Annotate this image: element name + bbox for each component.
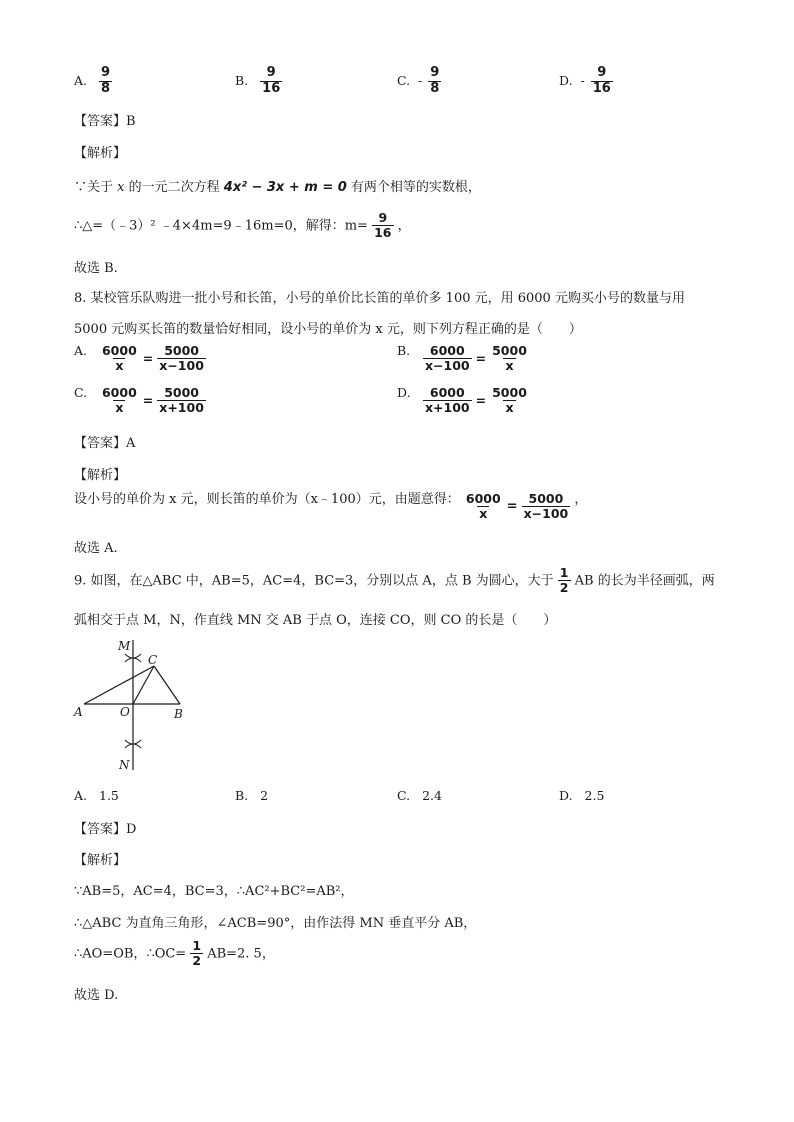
numerator: 9 <box>430 65 440 80</box>
option-letter: C. <box>397 72 411 88</box>
option-letter: B. <box>397 343 411 358</box>
numerator: 5000 <box>164 385 199 400</box>
q9-answer: 【答案】D <box>74 822 137 837</box>
fraction <box>490 386 529 416</box>
option-letter: A. <box>74 343 88 358</box>
numerator: 6000 <box>101 385 137 400</box>
numerator: 9 <box>597 65 607 80</box>
option-letter: A. <box>74 788 88 803</box>
text: AB=2. 5， <box>207 946 275 962</box>
fraction <box>464 492 503 522</box>
denominator: x−100 <box>159 358 204 374</box>
option-letter: A. <box>74 72 88 88</box>
q7-answer: 【答案】B <box>74 114 136 129</box>
numerator: 5000 <box>164 343 199 358</box>
q8-option-a <box>74 343 206 374</box>
label-c: C <box>148 653 158 667</box>
minus-sign: - <box>580 72 585 88</box>
minus-sign: - <box>418 72 423 88</box>
variable: x <box>117 180 125 195</box>
q8-option-c <box>74 385 206 416</box>
denominator: 2 <box>559 580 569 596</box>
q7-option-b <box>235 66 282 97</box>
equals-sign: = <box>475 351 487 367</box>
text: 设小号的单价为 x 元，则长笛的单价为（x﹣100）元，由题意得： <box>74 492 460 507</box>
denominator: 16 <box>592 80 611 96</box>
fraction <box>490 344 529 374</box>
fraction <box>591 66 613 97</box>
q8-option-b <box>397 343 529 374</box>
option-letter: C. <box>397 788 411 803</box>
denominator: x−100 <box>523 506 569 522</box>
equation: 4x² − 3x + m = 0 <box>223 180 347 195</box>
q7-option-d <box>559 66 613 97</box>
fraction <box>558 566 571 596</box>
denominator: x+100 <box>159 400 204 416</box>
fraction <box>100 344 139 374</box>
equals-sign: = <box>475 393 487 409</box>
fraction <box>190 939 203 969</box>
q7-analysis-line1 <box>74 176 481 195</box>
fraction <box>423 344 472 374</box>
denominator: x <box>479 506 488 522</box>
denominator: x <box>505 358 514 374</box>
option-letter: D. <box>559 788 573 803</box>
q9-stem-line2: 弧相交于点 M，N，作直线 MN 交 AB 于点 O，连接 CO，则 CO 的长是（ ） <box>74 613 557 628</box>
text: ， <box>397 218 411 234</box>
q9-conclusion: 故选 D. <box>74 988 119 1003</box>
label-a: A <box>74 705 83 719</box>
numerator: 6000 <box>429 343 465 358</box>
text: ， <box>574 492 588 507</box>
denominator: x <box>505 400 514 416</box>
text: AB 的长为半径画弧，两 <box>574 573 715 589</box>
q9-analysis-line3 <box>74 939 275 969</box>
q7-option-c <box>397 66 441 97</box>
label-b: B <box>174 707 183 721</box>
option-value: 1.5 <box>99 788 119 803</box>
q8-option-d <box>397 385 529 416</box>
numerator: 9 <box>378 210 388 225</box>
q9-option-d <box>559 788 604 803</box>
equals-sign: = <box>506 499 518 515</box>
option-value: 2.4 <box>422 788 442 803</box>
numerator: 6000 <box>101 343 137 358</box>
equals-sign: = <box>142 351 154 367</box>
denominator: x+100 <box>424 400 470 416</box>
denominator: x <box>115 358 124 374</box>
q7-option-a <box>74 66 112 97</box>
text: ∴AO=OB，∴OC= <box>74 946 187 962</box>
option-letter: B. <box>235 788 249 803</box>
denominator: x−100 <box>424 358 470 374</box>
fraction <box>522 492 571 522</box>
q9-option-c <box>397 788 442 803</box>
option-letter: C. <box>74 385 88 400</box>
q8-stem-line1: 8. 某校管乐队购进一批小号和长笛，小号的单价比长笛的单价多 100 元，用 6000 元购买小号的数量与用 <box>74 291 685 306</box>
q7-conclusion: 故选 B. <box>74 261 118 276</box>
numerator: 5000 <box>492 385 527 400</box>
q8-answer: 【答案】A <box>74 436 136 451</box>
q9-option-b <box>235 788 268 803</box>
equation <box>423 344 529 374</box>
text: 的一元二次方程 <box>128 180 220 195</box>
label-n: N <box>119 758 130 772</box>
q9-stem-line1 <box>74 566 715 596</box>
text: 有两个相等的实数根， <box>350 180 481 195</box>
fraction <box>157 344 206 374</box>
denominator: 16 <box>374 225 392 241</box>
equation <box>100 386 206 416</box>
fraction <box>100 386 139 416</box>
q8-conclusion: 故选 A. <box>74 541 118 556</box>
numerator: 9 <box>101 65 111 80</box>
option-letter: D. <box>559 72 573 88</box>
option-letter: D. <box>397 385 411 400</box>
fraction <box>157 386 206 416</box>
denominator: 8 <box>101 80 111 96</box>
label-o: O <box>120 705 130 719</box>
option-value: 2 <box>260 788 269 803</box>
numerator: 6000 <box>429 385 465 400</box>
equals-sign: = <box>142 393 154 409</box>
fraction <box>372 211 393 241</box>
text: ∵关于 <box>74 180 114 195</box>
denominator: x <box>115 400 124 416</box>
text: 9. 如图，在△ABC 中，AB=5，AC=4，BC=3，分别以点 A，点 B 为圆心，大于 <box>74 573 554 589</box>
numerator: 5000 <box>492 343 527 358</box>
fraction <box>99 66 112 97</box>
denominator: 16 <box>262 80 281 96</box>
equation <box>464 492 570 522</box>
equation <box>423 386 529 416</box>
fraction <box>260 66 282 97</box>
option-value: 2.5 <box>584 788 605 803</box>
fraction <box>423 386 472 416</box>
q9-analysis-tag: 【解析】 <box>74 853 127 868</box>
q9-option-a <box>74 788 119 803</box>
text: ∴△=（﹣3）² ﹣4×4m=9﹣16m=0，解得：m= <box>74 218 368 234</box>
numerator: 1 <box>192 938 202 953</box>
denominator: 2 <box>192 953 202 969</box>
q9-analysis-line2: ∴△ABC 为直角三角形，∠ACB=90°，由作法得 MN 垂直平分 AB， <box>74 916 477 931</box>
numerator: 1 <box>559 565 569 580</box>
fraction <box>428 66 441 97</box>
denominator: 8 <box>430 80 440 96</box>
q7-analysis-line2 <box>74 211 411 241</box>
q7-analysis-tag: 【解析】 <box>74 146 127 161</box>
segment-bc <box>154 666 180 704</box>
q8-stem-line2: 5000 元购买长笛的数量恰好相同，设小号的单价为 x 元，则下列方程正确的是（ ） <box>74 322 582 337</box>
equation <box>100 344 206 374</box>
q8-analysis-tag: 【解析】 <box>74 468 127 483</box>
option-letter: B. <box>235 72 249 88</box>
label-m: M <box>118 639 131 653</box>
numerator: 5000 <box>528 491 564 506</box>
q9-geometry-figure <box>70 632 200 777</box>
q9-analysis-line1: ∵AB=5，AC=4，BC=3，∴AC²+BC²=AB²， <box>74 884 354 899</box>
numerator: 6000 <box>465 491 501 506</box>
q8-analysis-line <box>74 488 587 522</box>
numerator: 9 <box>266 65 276 80</box>
